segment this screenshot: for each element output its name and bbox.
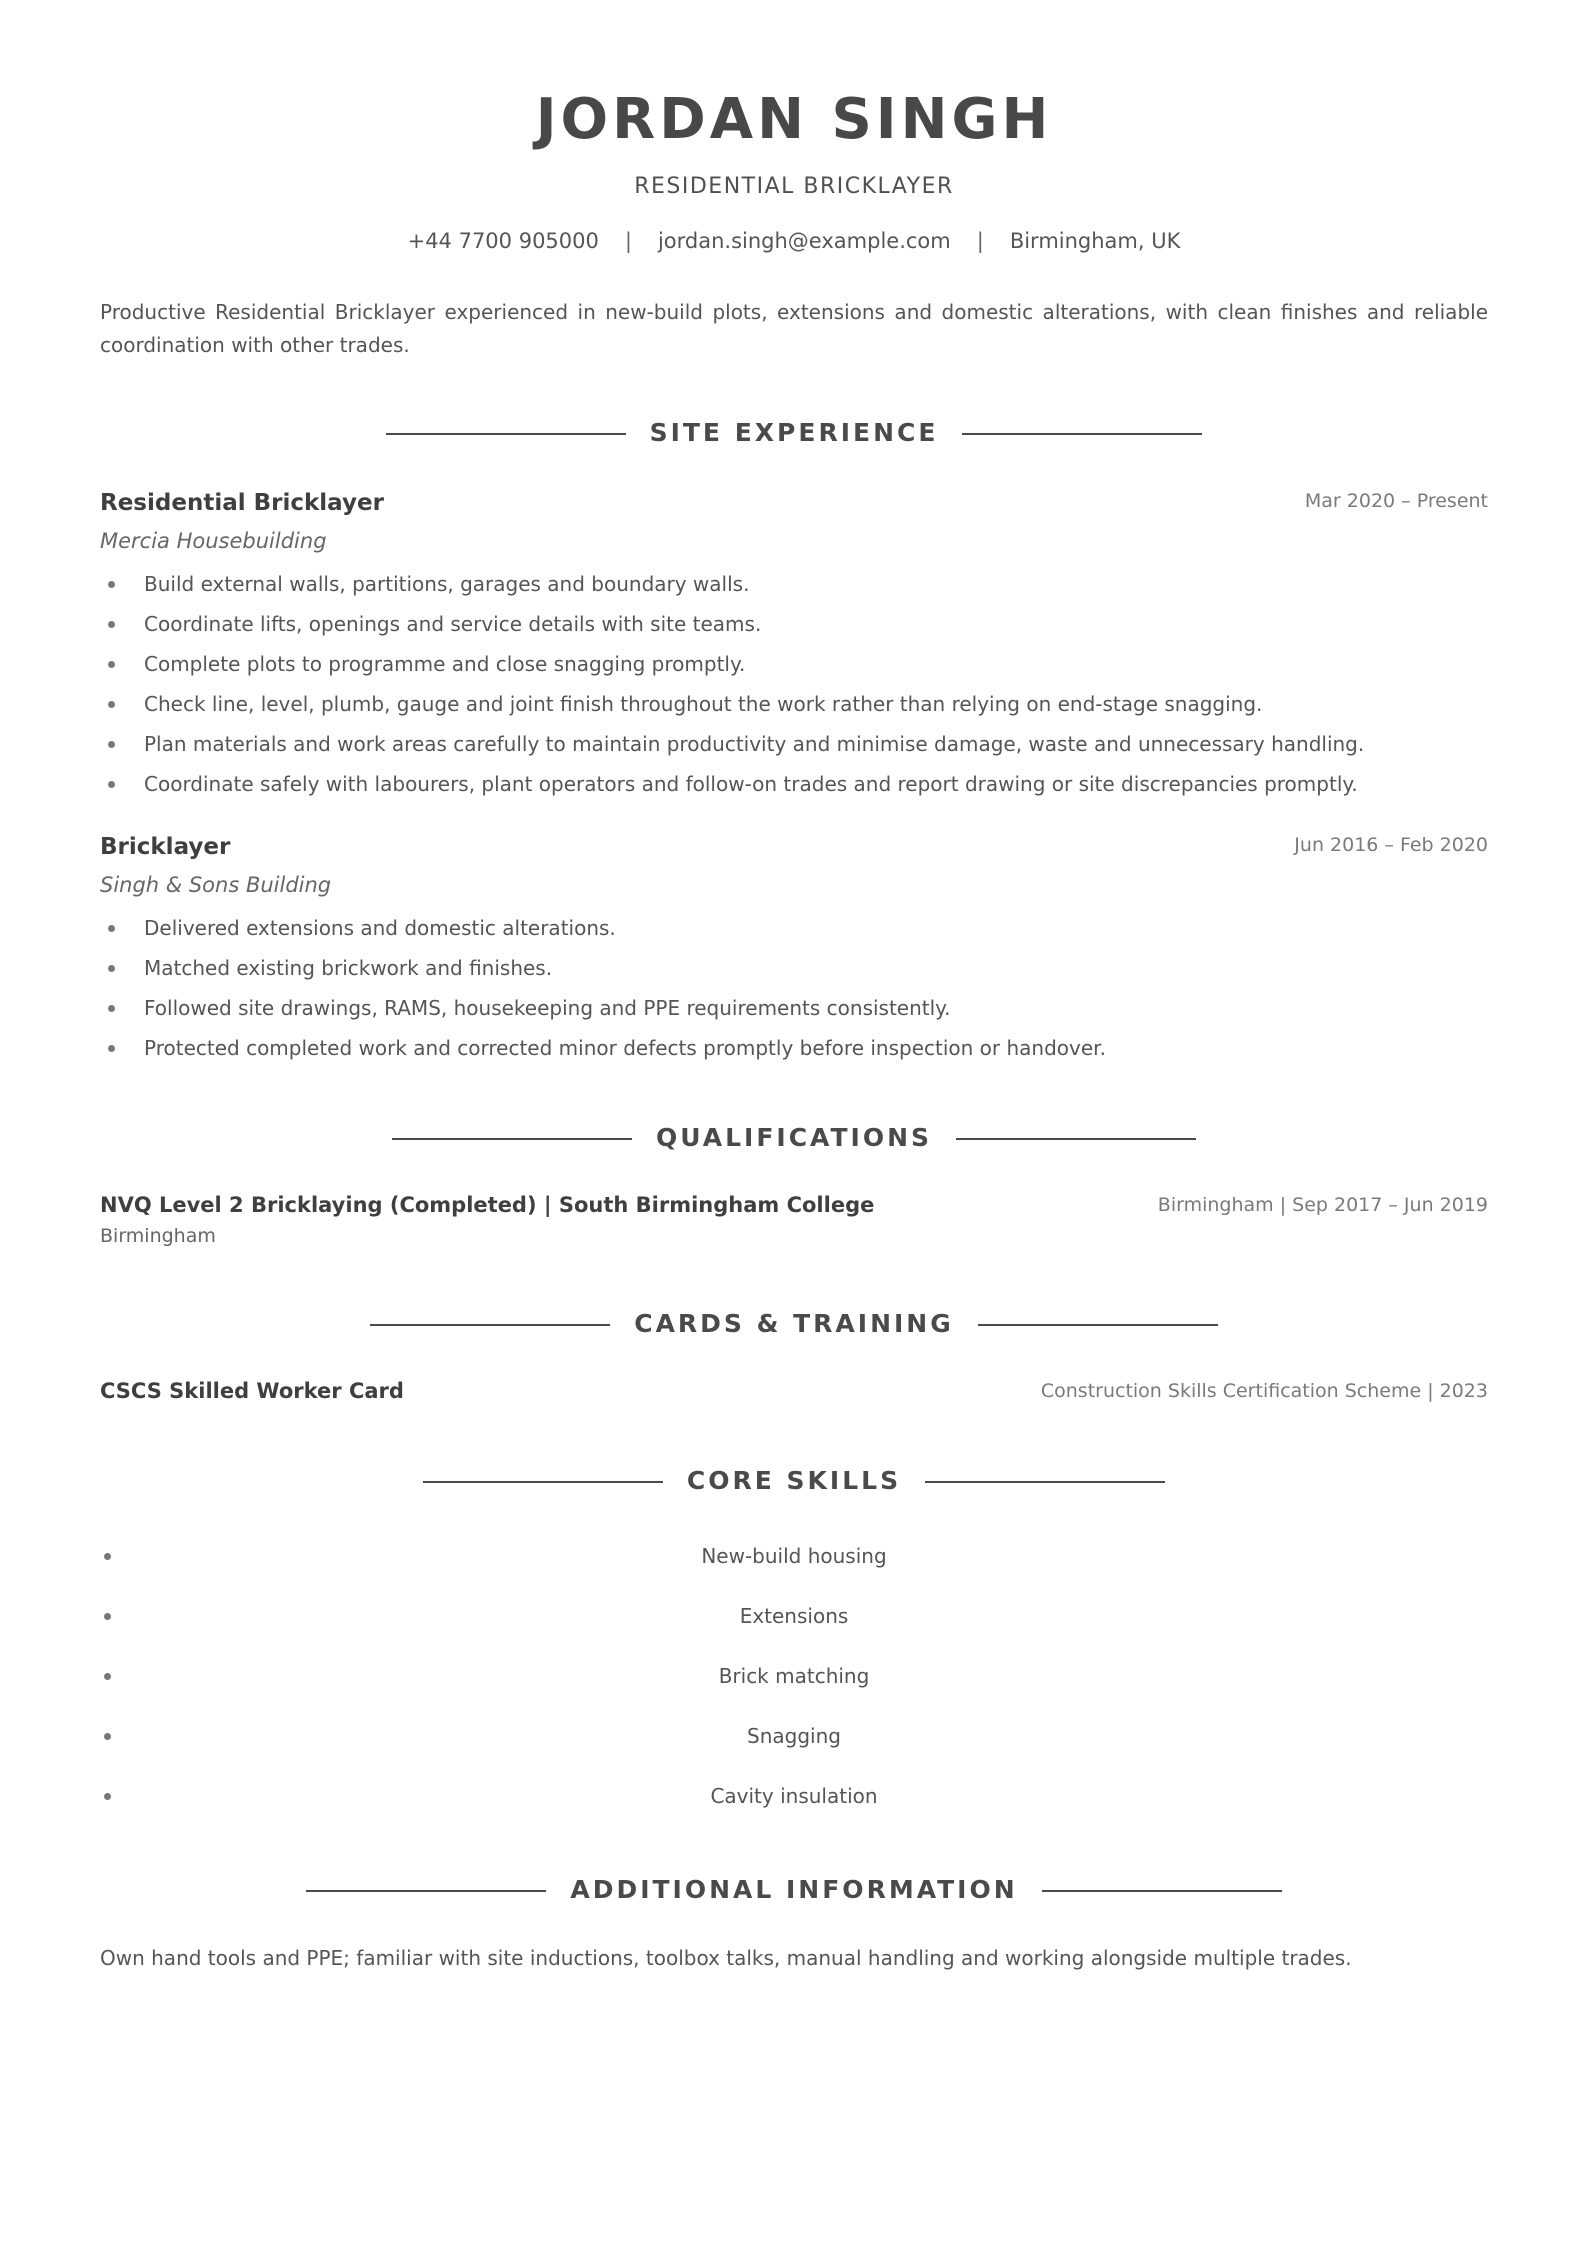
heading-rule-left bbox=[386, 433, 626, 435]
heading-rule-left bbox=[306, 1890, 546, 1892]
job-dates: Jun 2016 – Feb 2020 bbox=[1294, 834, 1488, 856]
job-title: Residential Bricklayer bbox=[100, 490, 384, 516]
heading-rule-right bbox=[956, 1138, 1196, 1140]
section-heading-skills bbox=[100, 1464, 1488, 1498]
list-item: Build external walls, partitions, garages and boundary walls. bbox=[100, 564, 1488, 604]
job-dates: Mar 2020 – Present bbox=[1304, 490, 1488, 512]
heading-rule-left bbox=[370, 1324, 610, 1326]
email-address: jordan.singh@example.com bbox=[657, 229, 951, 253]
training-title: CSCS Skilled Worker Card bbox=[100, 1379, 404, 1403]
location: Birmingham, UK bbox=[1009, 229, 1181, 253]
job-company: Mercia Housebuilding bbox=[100, 529, 327, 553]
list-item: Cavity insulation bbox=[100, 1766, 1488, 1826]
list-item: Followed site drawings, RAMS, housekeeping and PPE requirements consistently. bbox=[100, 988, 1488, 1028]
list-item: Coordinate lifts, openings and service details with site teams. bbox=[100, 604, 1488, 644]
skills-list bbox=[100, 1526, 1488, 1826]
section-heading-label: QUALIFICATIONS bbox=[655, 1123, 933, 1152]
list-item: Complete plots to programme and close snagging promptly. bbox=[100, 644, 1488, 684]
list-item: Delivered extensions and domestic alterations. bbox=[100, 908, 1488, 948]
contact-line bbox=[100, 226, 1488, 256]
list-item: Matched existing brickwork and finishes. bbox=[100, 948, 1488, 988]
contact-separator: | bbox=[624, 229, 632, 253]
heading-rule-right bbox=[978, 1324, 1218, 1326]
section-heading-qualifications bbox=[100, 1121, 1488, 1155]
list-item: Coordinate safely with labourers, plant operators and follow-on trades and report drawing or site discrepancies promptly. bbox=[100, 764, 1488, 804]
heading-rule-right bbox=[962, 433, 1202, 435]
list-item: Protected completed work and corrected minor defects promptly before inspection or handover. bbox=[100, 1028, 1488, 1068]
list-item: New-build housing bbox=[100, 1526, 1488, 1586]
training-meta: Construction Skills Certification Scheme | 2023 bbox=[1040, 1380, 1488, 1402]
qualification-location: Birmingham bbox=[100, 1225, 216, 1247]
section-heading-training bbox=[100, 1307, 1488, 1341]
list-item: Brick matching bbox=[100, 1646, 1488, 1706]
list-item: Check line, level, plumb, gauge and joint finish throughout the work rather than relying on end-stage snagging. bbox=[100, 684, 1488, 724]
section-heading-experience bbox=[100, 416, 1488, 450]
job-bullets bbox=[100, 564, 1488, 804]
heading-rule-left bbox=[392, 1138, 632, 1140]
qualification-title: NVQ Level 2 Bricklaying (Completed) | South Birmingham College bbox=[100, 1193, 875, 1217]
heading-rule-right bbox=[925, 1481, 1165, 1483]
section-heading-additional bbox=[100, 1873, 1488, 1907]
contact-separator: | bbox=[976, 229, 984, 253]
list-item: Plan materials and work areas carefully to maintain productivity and minimise damage, waste and unnecessary handling. bbox=[100, 724, 1488, 764]
section-heading-label: SITE EXPERIENCE bbox=[649, 418, 939, 447]
qualification-meta: Birmingham | Sep 2017 – Jun 2019 bbox=[1157, 1194, 1488, 1216]
heading-rule-left bbox=[423, 1481, 663, 1483]
candidate-name: JORDAN SINGH bbox=[535, 87, 1053, 152]
candidate-role: RESIDENTIAL BRICKLAYER bbox=[634, 174, 954, 199]
section-heading-label: ADDITIONAL INFORMATION bbox=[570, 1875, 1018, 1904]
profile-summary: Productive Residential Bricklayer experienced in new-build plots, extensions and domestic alterations, with clean finishes and reliable coordination with other trades. bbox=[100, 300, 1488, 357]
additional-info: Own hand tools and PPE; familiar with site inductions, toolbox talks, manual handling and working alongside multiple trades. bbox=[100, 1946, 1352, 1970]
section-heading-label: CORE SKILLS bbox=[686, 1466, 902, 1495]
job-title: Bricklayer bbox=[100, 834, 231, 860]
list-item: Snagging bbox=[100, 1706, 1488, 1766]
phone-number: +44 7700 905000 bbox=[407, 229, 599, 253]
heading-rule-right bbox=[1042, 1890, 1282, 1892]
job-company: Singh & Sons Building bbox=[100, 873, 332, 897]
job-bullets bbox=[100, 908, 1488, 1068]
list-item: Extensions bbox=[100, 1586, 1488, 1646]
section-heading-label: CARDS & TRAINING bbox=[634, 1309, 954, 1338]
